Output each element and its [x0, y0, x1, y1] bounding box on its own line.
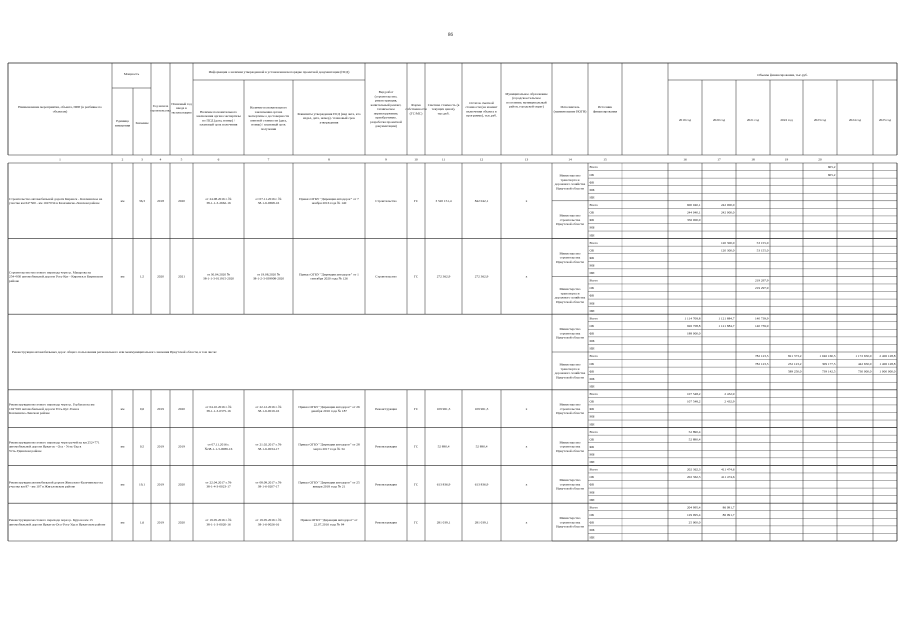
funding-value: 219 297,9 — [754, 278, 769, 283]
funding-value: 782 123,5 — [754, 354, 769, 359]
header-unit: Единица измерения — [114, 119, 131, 128]
funding-source: ФБ — [589, 407, 595, 412]
object-name: Строительство автомобильной дороги Киренск - Казачинское на участке км 64+500 - км 104+034 в Казачинско-Ленском районе — [9, 196, 103, 206]
funding-value: 140 739,9 — [754, 316, 769, 321]
object-name: Реконструкция мостового перехода через р. Куда на км 13 автомобильной дороги Иркутск-Оса-Усть-Уда в Иркутском районе — [9, 518, 106, 527]
remaining: 281 039,1 — [474, 520, 489, 525]
header-year: 2024 год — [848, 118, 862, 122]
funding-source: ОБ — [589, 286, 594, 291]
funding-source: Всего — [589, 203, 598, 208]
funding-source: ОБ — [589, 437, 594, 442]
header-value: Значение — [135, 121, 149, 126]
funding-value: 244 040,1 — [686, 210, 701, 215]
header-funding: Объемы финансирования, тыс.руб. — [757, 73, 808, 78]
funding-source: ОБ — [589, 172, 594, 177]
column-number: 3 — [141, 157, 143, 162]
capacity-value: 0,6 — [139, 406, 145, 411]
column-number: 16 — [683, 157, 687, 162]
municipality: х — [525, 520, 528, 525]
funding-value: 86 091,7 — [722, 512, 735, 517]
funding-source: ФБ — [589, 180, 595, 185]
reliability: от 08.09.2017 г. № 38-1-6-0207-17 — [255, 480, 282, 489]
funding-value: 2 406 128,8 — [879, 354, 896, 359]
executor-name: Министерство строительства Иркутской области — [556, 251, 584, 264]
header-capacity: Мощность — [123, 72, 140, 76]
funding-source: Всего — [589, 505, 598, 510]
funding-value: 309 177,5 — [821, 361, 836, 366]
unit: км — [120, 520, 125, 525]
header-year: 2021 год — [746, 118, 760, 122]
reliability: от 19.08.2020 № 38-1-2-3-039908-2020 — [252, 272, 285, 281]
funding-source: ОБ — [589, 512, 594, 517]
executor-name: Министерство транспорта и дорожного хозяйства Иркутской области — [554, 173, 586, 191]
capacity-value: 1,6 — [139, 520, 145, 525]
ownership: ГС — [413, 482, 419, 487]
start-year: 2019 — [157, 482, 164, 487]
funding-source: ФБ — [589, 218, 595, 223]
work-type: Реконструкция — [375, 444, 397, 449]
object-name: Реконструкция мостового перехода через р. Горбатая на км 104+045 автомобильной дороги Усть-Кут-Уоян в Казачинско-Ленском районе — [9, 402, 95, 416]
funding-value: 1 121 884,7 — [718, 316, 735, 321]
approval: Приказ ОГКУ "Дирекция автодорог" от 25 января 2018 года № 21 — [298, 480, 360, 489]
header-expertise: Наличие положительного заключения органа экспертизы по ПСД (дата, номер) / плановый срок получения — [196, 109, 241, 127]
header-doc-info: Информация о наличии утвержденной в установленном порядке проектной документации (ПСД) — [208, 70, 350, 75]
column-number: 11 — [441, 157, 446, 162]
approval: Приказ ОГКУ "Дирекция автодорог" от 22.07.2016 года № 94 — [300, 518, 358, 527]
funding-value: 232 123,2 — [787, 361, 802, 366]
ownership: ГС — [413, 520, 419, 525]
funding-source: МБ — [589, 263, 595, 268]
funding-value: 120 300,0 — [720, 240, 735, 245]
reliability: от 19.05.2016 г. № 38-1-6-0026-16 — [255, 518, 282, 527]
column-number: 7 — [267, 157, 270, 162]
funding-source: ИИ — [589, 271, 595, 276]
funding-value: 2 432,9 — [724, 399, 735, 404]
funding-source: ИИ — [589, 233, 595, 238]
funding-value: 730 000,0 — [857, 369, 872, 374]
header-start-year: Год начала строительства — [150, 104, 171, 113]
funding-source: МБ — [589, 225, 595, 230]
funding-value: 204 995,4 — [686, 505, 701, 510]
funding-source: МБ — [589, 187, 595, 192]
municipality: х — [525, 482, 528, 487]
remaining: 842 042,1 — [474, 199, 489, 203]
capacity-value: 19,1 — [139, 482, 145, 487]
end-year: 2020 — [178, 482, 185, 487]
funding-value: 1 046 160,5 — [819, 354, 836, 359]
funding-source: Всего — [589, 278, 598, 283]
funding-value: 926 708,8 — [686, 323, 701, 328]
end-year: 2020 — [178, 520, 185, 525]
municipality: х — [525, 444, 528, 449]
reliability: от 07.11.2016 г. № 38-1-6-0698-16 — [255, 196, 282, 206]
unit: км — [120, 406, 125, 411]
column-number: 15 — [603, 157, 607, 162]
funding-value: 120 300,0 — [720, 248, 735, 253]
ownership: ГС — [413, 199, 419, 203]
header-estimate: Сметная стоимость (в текущих ценах), тыс.руб. — [427, 102, 460, 116]
funding-value: 219 297,9 — [754, 286, 769, 291]
funding-source: Всего — [589, 240, 598, 245]
expertise: от 04.10.2016 г. № 38-1-1-3-0375-16 — [205, 404, 232, 414]
header-year: 2020 год — [712, 118, 726, 122]
start-year: 2018 — [157, 199, 164, 203]
column-number: 9 — [385, 157, 387, 162]
funding-value: 53 155,0 — [756, 240, 769, 245]
header-end-year: Плановый год ввода в эксплуатацию — [171, 101, 192, 115]
column-number: 4 — [159, 157, 162, 162]
executor-name: Министерство строительства Иркутской области — [556, 327, 584, 340]
expertise: от 30.04.2020 № 38-1-1-3-011915-2020 — [203, 272, 234, 281]
executor-name: Министерство транспорта и дорожного хозяйства Иркутской области — [554, 362, 586, 380]
column-number: 12 — [479, 157, 484, 162]
funding-source: МБ — [589, 452, 595, 457]
funding-value: 25 000,0 — [688, 520, 701, 525]
funding-value: 52 890,4 — [688, 437, 701, 442]
capacity-value: 36,3 — [139, 199, 145, 203]
funding-source: ФБ — [589, 255, 595, 260]
capacity-value: 0,5 — [139, 444, 145, 449]
work-type: Строительство — [375, 274, 397, 279]
work-type: Строительство — [375, 199, 397, 203]
work-type: Реконструкция — [375, 520, 397, 525]
ownership: ГС — [413, 406, 419, 411]
funding-value: 202 362,3 — [686, 475, 701, 480]
funding-value: 782 123,5 — [754, 361, 769, 366]
funding-value: 605,2 — [827, 172, 836, 177]
end-year: 2019 — [178, 444, 185, 449]
funding-value: 356 000,0 — [686, 218, 701, 223]
estimate: 272 362,9 — [436, 274, 451, 279]
estimate: 52 890,4 — [437, 444, 450, 449]
column-number: 1 — [59, 157, 61, 162]
end-year: 2020 — [178, 199, 185, 203]
funding-value: 605,2 — [827, 165, 836, 170]
header-approval: Реквизиты утверждения ПСД (вид акта, кто издал, дата, номер) / плановый срок утверждения — [297, 111, 361, 125]
funding-source: ОБ — [589, 361, 594, 366]
municipality: х — [525, 274, 528, 279]
column-number: 17 — [717, 157, 721, 162]
funding-value: 129 995,4 — [686, 512, 701, 517]
work-type: Реконструкция — [375, 406, 397, 411]
funding-value: 202 362,3 — [686, 467, 701, 472]
funding-value: 242 000,0 — [720, 203, 735, 208]
funding-value: 442 650,0 — [857, 361, 872, 366]
column-number: 2 — [121, 157, 124, 162]
funding-source: ИИ — [589, 384, 595, 389]
executor-name: Министерство строительства Иркутской области — [556, 440, 584, 453]
ownership: ГС — [413, 444, 419, 449]
municipality: х — [525, 199, 528, 203]
estimate: 281 039,1 — [436, 520, 451, 525]
end-year: 2021 — [178, 274, 185, 279]
capacity-value: 1,5 — [139, 274, 145, 279]
estimate: 613 836,9 — [436, 482, 451, 487]
funding-source: Всего — [589, 429, 598, 434]
funding-source: Всего — [589, 165, 598, 170]
expertise: от 22.04.2017 г. № 38-1-4-3-0023-17 — [205, 480, 232, 489]
header-work-type: Вид работ (строительство, реконструкция, капитальный ремонт, техническое перевооружение, приобретение, разработка проектной документации) — [370, 90, 402, 129]
funding-source: ИИ — [589, 460, 595, 465]
funding-value: 739 142,5 — [821, 369, 836, 374]
funding-source: ИИ — [589, 422, 595, 427]
reliability: от 21.02.2017 г. № 38-1-6-0034-17 — [255, 442, 282, 451]
remaining: 52 890,4 — [475, 444, 488, 449]
header-executor: Исполнитель (наименование ИОГВ) — [553, 105, 587, 114]
approval: Приказ ОГКУ "Дирекция автодорог" от 26 декабря 2016 года № 187 — [298, 404, 360, 414]
funding-value: 52 890,4 — [688, 429, 701, 434]
funding-value: 107 548,2 — [686, 392, 701, 397]
header-source: Источник финансирования — [592, 105, 618, 114]
funding-value: 86 091,7 — [722, 505, 735, 510]
expertise: от 07.11.2016 г. №38-1-1-3-0089-16 — [204, 442, 233, 451]
executor-name: Министерство транспорта и дорожного хозяйства Иркутской области — [554, 287, 586, 304]
funding-source: ИИ — [589, 346, 595, 351]
header-year: 2025 год — [878, 118, 892, 122]
funding-source: ИИ — [589, 497, 595, 502]
object-name: Строительство мостового перехода через р. Макарова на 254+930 автомобильной дороги Усть-Кут - Киренск в Киренском районе — [9, 270, 103, 283]
header-ownership: Форма собственности (ГС/МС) — [405, 102, 427, 116]
header-reliability: Наличие положительного заключения органа экспертизы о достоверности сметной стоимости (дата, номер) / плановый срок получения — [247, 105, 290, 131]
funding-source: МБ — [589, 301, 595, 306]
start-year: 2020 — [157, 274, 164, 279]
column-number: 10 — [414, 157, 418, 162]
funding-value: 53 155,0 — [756, 248, 769, 253]
funding-source: ОБ — [589, 248, 594, 253]
funding-source: МБ — [589, 339, 595, 344]
executor-name: Министерство строительства Иркутской области — [556, 402, 584, 416]
unit: км — [120, 199, 125, 203]
funding-value: 188 000,0 — [686, 331, 701, 336]
executor-name: Министерство строительства Иркутской области — [556, 478, 584, 491]
funding-source: ИИ — [589, 195, 595, 200]
funding-value: 821 373,2 — [787, 354, 802, 359]
unit: км — [120, 274, 125, 279]
funding-source: МБ — [589, 490, 595, 495]
executor-name: Министерство строительства Иркутской области — [556, 213, 584, 227]
funding-source: ОБ — [589, 210, 594, 215]
funding-source: ОБ — [589, 399, 594, 404]
funding-source: ИИ — [589, 308, 595, 313]
funding-source: ОБ — [589, 323, 594, 328]
funding-value: 589 250,0 — [787, 369, 802, 374]
funding-source: МБ — [589, 376, 595, 381]
remaining: 109 961,3 — [474, 406, 489, 411]
section-title: Реконструкция автомобильных дорог общего пользования регионального или межмуниципального значения Иркутской области, в том числе: — [12, 350, 218, 355]
funding-value: 411 474,6 — [721, 467, 735, 472]
header-year: 2023 год — [813, 118, 827, 122]
approval: Приказ ОГКУ "Дирекция автодорог" от 1 сентября 2020 года № 126 — [299, 272, 359, 281]
header-remaining: Остаток сметной стоимости (на момент включения объекта в программу), тыс.руб. — [465, 100, 498, 118]
funding-source: ФБ — [589, 520, 595, 525]
object-name: Реконструкция автомобильной дороги Жигалово-Казачинское на участке км 87 - км 107 в Жигаловском районе — [9, 480, 103, 489]
estimate: 3 520 151,4 — [435, 199, 452, 203]
unit: км — [120, 444, 125, 449]
column-number: 14 — [568, 157, 572, 162]
column-number: 18 — [751, 157, 755, 162]
funding-source: ФБ — [589, 331, 595, 336]
funding-source: ФБ — [589, 369, 595, 374]
funding-value: 1 172 650,0 — [855, 354, 872, 359]
start-year: 2019 — [157, 520, 164, 525]
funding-source: МБ — [589, 414, 595, 419]
municipality: х — [525, 406, 528, 411]
header-name: Наименование мероприятия, объекта, ППР (в разбивке по объектам) — [18, 105, 102, 114]
column-number: 5 — [180, 157, 183, 162]
funding-source: Всего — [589, 467, 598, 472]
executor-name: Министерство строительства Иркутской области — [556, 516, 584, 529]
object-name: Реконструкция мостового перехода через ручей на км 252+771 автомобильной дороги Иркутск - Оса - Усть-Уда в Усть-Удинском районе — [9, 440, 100, 453]
column-number: 19 — [784, 157, 789, 162]
start-year: 2019 — [157, 406, 164, 411]
funding-source: Всего — [589, 392, 598, 397]
column-number: 13 — [524, 157, 529, 162]
funding-source: ФБ — [589, 482, 595, 487]
remaining: 613 836,9 — [474, 482, 489, 487]
funding-value: 1 114 708,8 — [684, 316, 701, 321]
remaining: 272 362,9 — [474, 274, 489, 279]
header-municipality: Муниципальное образование (городское/сельское поселение, муниципальный район, городской округ) — [505, 91, 548, 109]
work-type: Реконструкция — [375, 482, 397, 487]
funding-value: 1 000 000,0 — [879, 369, 896, 374]
approval: Приказ ОГКУ "Дирекция автодорог" от 28 марта 2017 года № 34 — [298, 442, 360, 451]
funding-source: ФБ — [589, 444, 595, 449]
column-number: 8 — [328, 157, 330, 162]
funding-source: ФБ — [589, 293, 595, 298]
ownership: ГС — [413, 274, 419, 279]
funding-value: 1 121 884,7 — [718, 323, 735, 328]
column-number: 6 — [217, 157, 220, 162]
header-year: 2022 год — [780, 118, 793, 122]
funding-source: МБ — [589, 528, 595, 533]
funding-value: 242 000,0 — [720, 210, 735, 215]
header-year: 2019 год — [678, 118, 692, 122]
funding-source: ИИ — [589, 535, 595, 540]
funding-value: 411 474,6 — [721, 475, 735, 480]
estimate: 109 961,3 — [436, 406, 451, 411]
expertise: от 24.08.2016 г. № 38-1-1-3-2662-16 — [205, 196, 232, 206]
page-number: 86 — [448, 33, 453, 38]
funding-value: 600 040,1 — [686, 203, 701, 208]
funding-value: 107 548,2 — [686, 399, 701, 404]
approval: Приказ ОГКУ "Дирекция автодорог" от 7 ноября 2016 года № 140 — [299, 196, 359, 206]
end-year: 2020 — [178, 406, 185, 411]
funding-source: ОБ — [589, 475, 594, 480]
start-year: 2019 — [157, 444, 164, 449]
funding-value: 1 406 128,8 — [879, 361, 896, 366]
unit: км — [120, 482, 125, 487]
column-number: 20 — [818, 157, 822, 162]
funding-value: 2 432,9 — [724, 392, 735, 397]
funding-source: Всего — [589, 354, 598, 359]
funding-source: Всего — [589, 316, 598, 321]
reliability: от 22.12.2016 г. № 38-1-6-0019-16 — [255, 404, 282, 414]
funding-value: 140 739,9 — [754, 323, 769, 328]
expertise: от 19.05.2016 г. № 38-1-1-3-0020-16 — [205, 518, 232, 527]
